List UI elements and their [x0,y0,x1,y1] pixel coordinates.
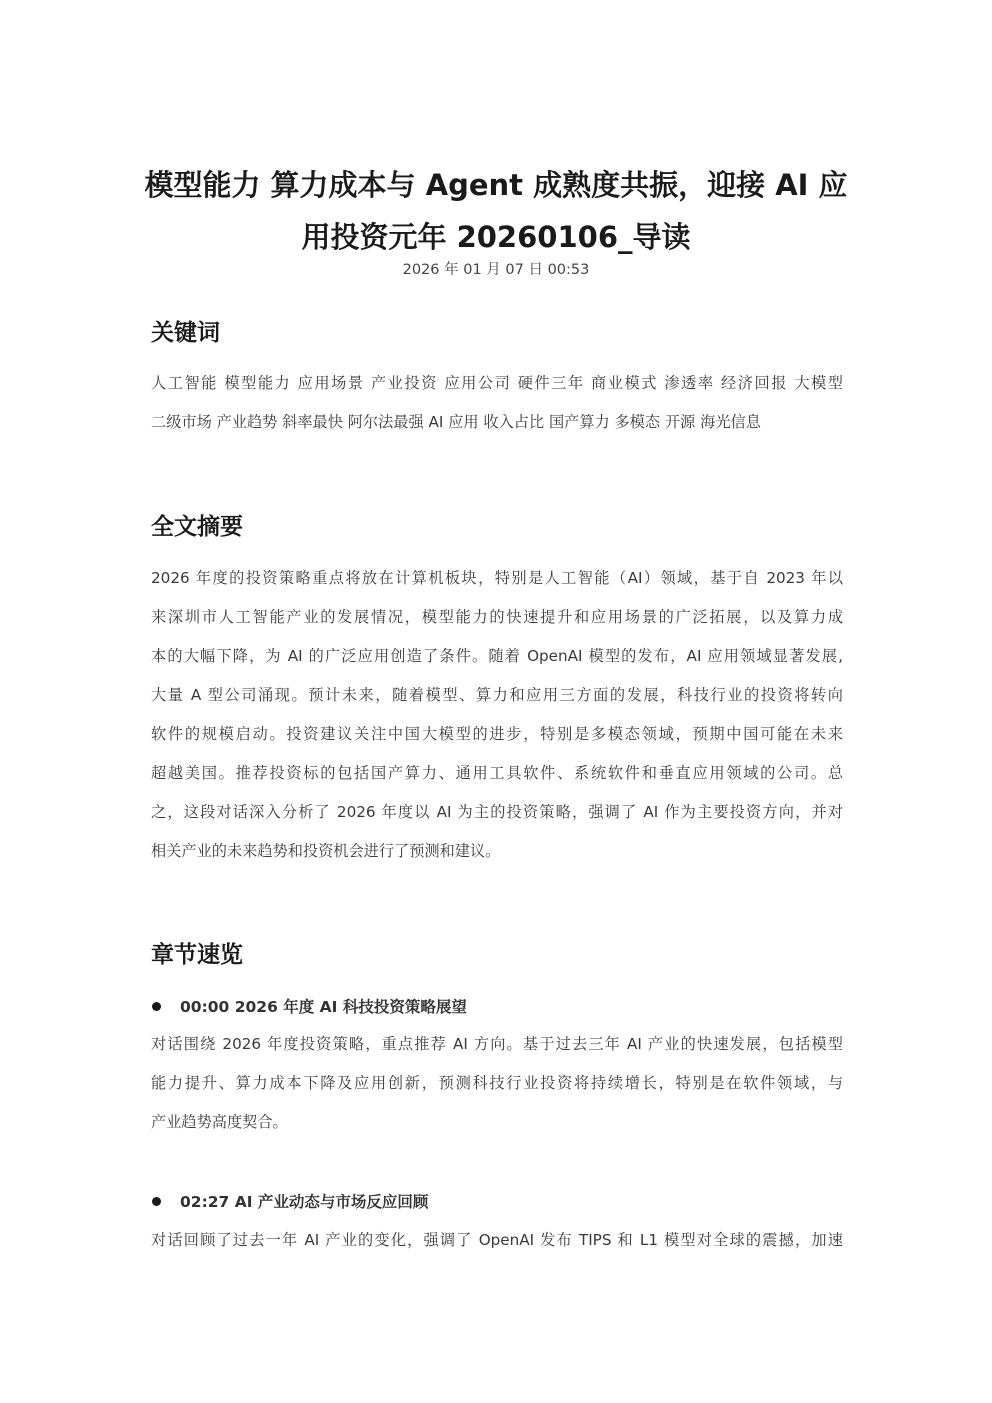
summary-line: 之，这段对话深入分析了 2026 年度以 AI 为主的投资策略，强调了 AI 作为主要投资方向，并对 [151,803,843,821]
chapter-item-title [151,994,843,1018]
chapter-line: 对话围绕 2026 年度投资策略，重点推荐 AI 方向。基于过去三年 AI 产业的快速发展，包括模型 [151,1035,843,1053]
summary-heading: 全文摘要 [151,514,243,540]
summary-line: 软件的规模启动。投资建议关注中国大模型的进步，特别是多模态领域，预期中国可能在未来 [151,725,843,743]
keywords-list [151,364,843,442]
document-date: 2026 年 01 月 07 日 00:53 [402,262,590,278]
chapter-line: 对话回顾了过去一年 AI 产业的变化，强调了 OpenAI 发布 TIPS 和 L1 模型对全球的震撼，加速 [151,1231,843,1249]
chapter-item-title [151,1189,843,1213]
chapter-title: 02:27 AI 产业动态与市场反应回顾 [180,1193,429,1211]
document-title-line-2: 用投资元年 20260106_导读 [301,220,691,255]
bullet-icon [152,1197,161,1206]
summary-paragraph [151,559,843,871]
bullet-icon [152,1002,161,1011]
chapter-line: 产业趋势高度契合。 [151,1113,288,1131]
chapters-heading: 章节速览 [151,942,243,968]
keywords-line: 人工智能 模型能力 应用场景 产业投资 应用公司 硬件三年 商业模式 渗透率 经济回报 大模型 [151,374,843,392]
chapter-title: 00:00 2026 年度 AI 科技投资策略展望 [180,998,467,1016]
document-title [130,159,862,263]
summary-line: 超越美国。推荐投资标的包括国产算力、通用工具软件、系统软件和垂直应用领域的公司。总 [151,764,843,782]
summary-line: 相关产业的未来趋势和投资机会进行了预测和建议。 [151,842,501,860]
summary-line: 来深圳市人工智能产业的发展情况，模型能力的快速提升和应用场景的广泛拓展，以及算力成 [151,608,843,626]
document-title-line-1: 模型能力 算力成本与 Agent 成熟度共振，迎接 AI 应 [144,168,848,203]
chapter-line: 能力提升、算力成本下降及应用创新，预测科技行业投资将持续增长，特别是在软件领域，与 [151,1074,843,1092]
keywords-line: 二级市场 产业趋势 斜率最快 阿尔法最强 AI 应用 收入占比 国产算力 多模态 开源 海光信息 [151,413,761,431]
summary-line: 2026 年度的投资策略重点将放在计算机板块，特别是人工智能（AI）领域，基于自 2023 年以 [151,569,843,587]
summary-line: 大量 A 型公司涌现。预计未来，随着模型、算力和应用三方面的发展，科技行业的投资将转向 [151,686,843,704]
chapter-description [151,1025,843,1142]
keywords-heading: 关键词 [151,320,220,346]
summary-line: 本的大幅下降，为 AI 的广泛应用创造了条件。随着 OpenAI 模型的发布，AI 应用领域显著发展, [151,647,843,665]
chapter-description [151,1221,843,1260]
